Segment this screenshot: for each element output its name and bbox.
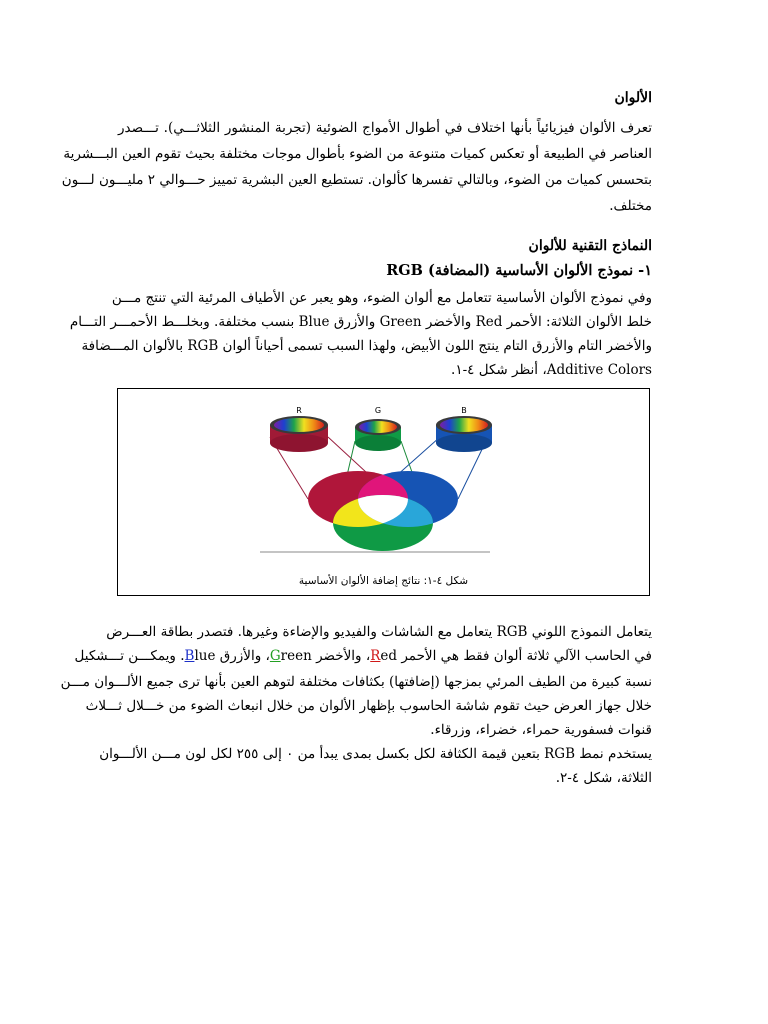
intro-line-1: تعرف الألوان فيزيائياً بأنها اختلاف في أطوال الأمواج الضوئية (تجربة المنشور الثلاثـــي). تـــصدر: [118, 120, 652, 136]
red-initial: R: [370, 648, 381, 664]
blue-initial: B: [184, 648, 195, 664]
label-g: G: [374, 406, 382, 415]
intro-line-3: بتحسس كميات من الضوء، وبالتالي تفسرها كألوان. تستطيع العين البشرية تمييز حـــوالي ٢ مليـــون لـــون: [61, 172, 652, 188]
additive-colors-illustration: [118, 389, 649, 595]
additive-circles: [308, 471, 458, 551]
usage-line-5: قنوات فسفورية حمراء، خضراء، وزرقاء.: [430, 722, 652, 738]
green-initial: G: [269, 648, 281, 664]
usage-line-1: يتعامل النموذج اللوني RGB يتعامل مع الشاشات والفيديو والإضاءة وغيرها. فتصدر بطاقة العـــرض: [106, 624, 652, 640]
usage-line-2-b: ed، والأخضر: [311, 648, 398, 664]
red-filter: [270, 416, 328, 452]
usage-line-2-d: lue. ويمكـــن تـــشكيل: [74, 648, 216, 664]
usage-line-2-a: في الحاسب الآلي ثلاثة ألوان فقط هي الأحمر: [397, 648, 652, 664]
usage-line-3: نسبة كبيرة من الطيف المرئي بمزجها (إضافتها) بكثافات مختلفة لتوهم العين بأنها ترى جميع الألـــوان مـــن: [60, 674, 652, 690]
heading-colors: الألوان: [614, 90, 652, 106]
heading-rgb-model: ١- نموذج الألوان الأساسية (المضافة) RGB: [386, 262, 652, 279]
green-filter: [355, 419, 401, 451]
label-b: B: [461, 406, 467, 415]
heading-color-models: النماذج التقنية للألوان: [528, 238, 652, 254]
rgb-def-line-1: وفي نموذج الألوان الأساسية تتعامل مع ألوان الضوء، وهو يعبر عن الأطياف المرئية التي تنتج مـــن: [111, 290, 652, 306]
usage-line-2-c: reen، والأزرق: [215, 648, 312, 664]
intensity-line-1: يستخدم نمط RGB بتعين قيمة الكثافة لكل بكسل بمدى يبدأ من ٠ إلى ٢٥٥ لكل لون مـــن الألـــوان: [99, 746, 652, 762]
rgb-def-line-4: Additive Colors، أنظر شكل ٤-١.: [451, 362, 652, 378]
figure-additive-colors: [117, 388, 650, 596]
usage-line-2: [74, 648, 652, 664]
blue-filter: [436, 416, 492, 452]
intensity-line-2: الثلاثة، شكل ٤-٢.: [555, 770, 652, 786]
intro-line-2: العناصر في الطبيعة أو تعكس كميات متنوعة من الضوء بأطوال موجات مختلفة بحيث تقوم العين البـــشرية: [63, 146, 652, 162]
rgb-def-line-3: والأخضر التام والأزرق التام ينتج اللون الأبيض، ولهذا السبب تسمى أحياناً ألوان RGB بالألوان المـــضافة: [81, 338, 652, 354]
label-r: R: [296, 406, 302, 415]
figure-caption: شكل ٤-١: نتائج إضافة الألوان الأساسية: [298, 575, 469, 587]
rgb-def-line-2: خلط الألوان الثلاثة: الأحمر Red والأخضر Green والأزرق Blue بنسب مختلفة. وبخلـــط الأحمـــر التـــام: [69, 314, 652, 330]
usage-line-4: خلال جهاز العرض حيث تقوم شاشة الحاسوب بإظهار الألوان من خلال انبعاث الضوء من خـــلال ثـــلاث: [85, 698, 652, 714]
intro-line-4: مختلف.: [609, 198, 652, 214]
